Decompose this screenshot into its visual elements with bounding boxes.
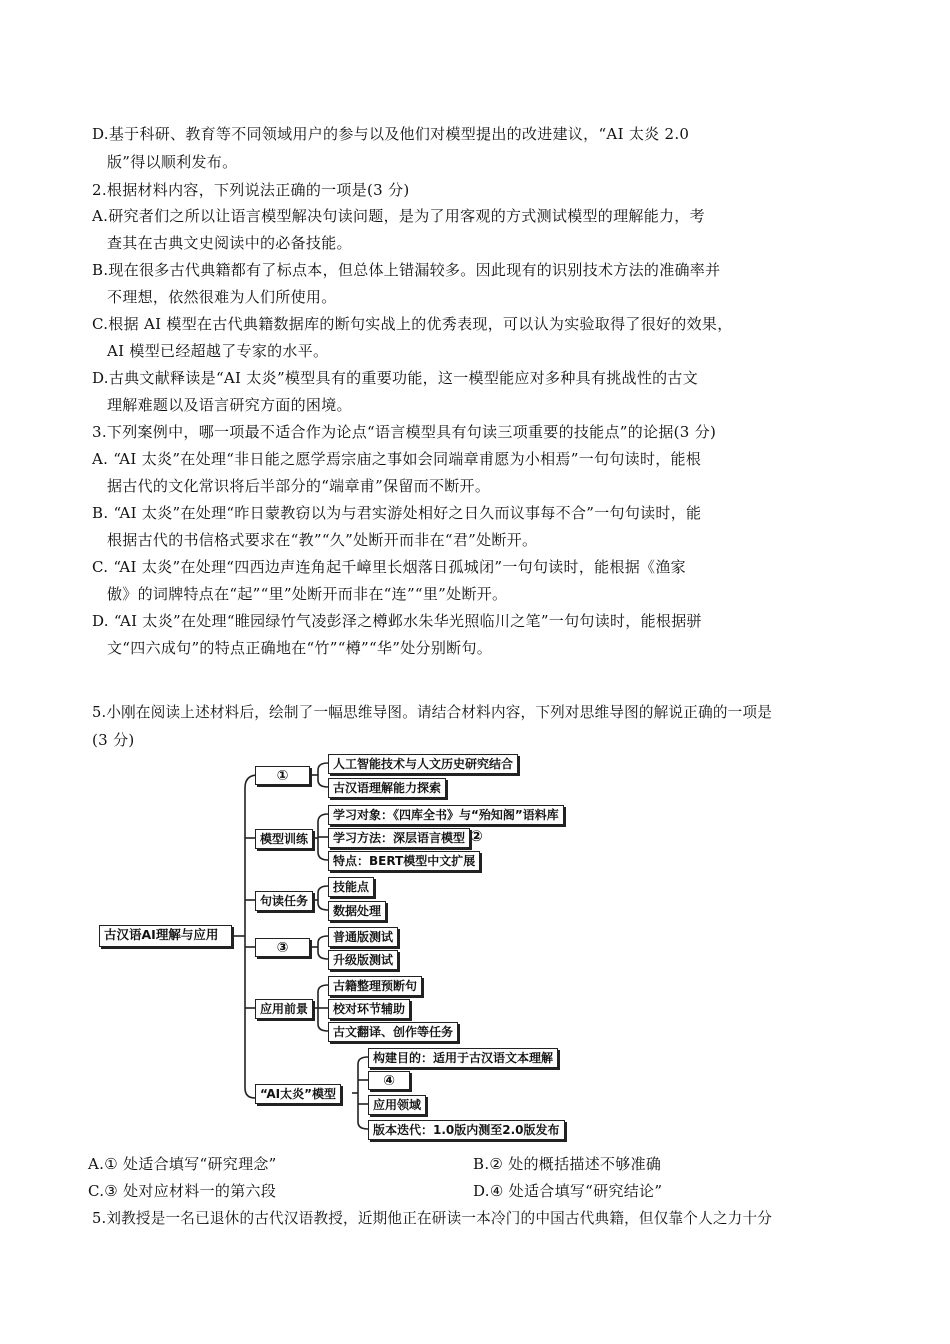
branch-6-ai-taiyan: “AI太炎”模型 bbox=[255, 1084, 341, 1104]
branch-4-blank: ③ bbox=[255, 938, 310, 957]
q2-option-d: D.古典文献释读是“AI 太炎”模型具有的重要功能，这一模型能应对多种具有挑战性的古文 bbox=[92, 369, 699, 387]
branch-6-blank: ④ bbox=[368, 1071, 410, 1090]
q3-option-b: B. “AI 太炎”在处理“昨日蒙教窃以为与君实游处相好之日久而议事每不合”一句句读时，能 bbox=[92, 504, 702, 522]
branch-6-item-3: 应用领域 bbox=[368, 1095, 426, 1115]
branch-1-blank: ① bbox=[255, 766, 310, 785]
question-5-score: (3 分) bbox=[92, 731, 135, 749]
branch-5-item-2: 校对环节辅助 bbox=[328, 999, 410, 1019]
branch-6-item-4: 版本迭代：1.0版内测至2.0版发布 bbox=[368, 1120, 565, 1140]
q3-option-d: D. “AI 太炎”在处理“睢园绿竹气凌彭泽之樽邺水朱华光照临川之笔”一句句读时，能根据骈 bbox=[92, 612, 702, 630]
mind-map-root: 古汉语AI理解与应用 bbox=[99, 925, 232, 947]
question-3: 3.下列案例中，哪一项最不适合作为论点“语言模型具有句读三项重要的技能点”的论据(3 分) bbox=[92, 423, 717, 441]
q2-option-c: C.根据 AI 模型在古代典籍数据库的断句实战上的优秀表现，可以认为实验取得了很好的效果， bbox=[92, 315, 733, 333]
branch-5-item-3: 古文翻译、创作等任务 bbox=[328, 1022, 458, 1042]
mark-2: ② bbox=[470, 827, 483, 845]
line-d-option-cont: 版”得以顺利发布。 bbox=[107, 153, 238, 171]
q3-option-c: C. “AI 太炎”在处理“四西边声连角起千嶂里长烟落日孤城闭”一句句读时，能根据《渔家 bbox=[92, 558, 686, 576]
q2-option-b-cont: 不理想，依然很难为人们所使用。 bbox=[107, 288, 337, 306]
branch-1-item-1: 人工智能技术与人文历史研究结合 bbox=[328, 754, 518, 774]
q3-option-a-cont: 据古代的文化常识将后半部分的“端章甫”保留而不断开。 bbox=[107, 477, 491, 495]
q2-option-a-cont: 查其在古典文史阅读中的必备技能。 bbox=[107, 234, 352, 252]
line-d-option: D.基于科研、教育等不同领域用户的参与以及他们对模型提出的改进建议，“AI 太炎 2.0 bbox=[92, 125, 690, 143]
q5-option-b: B.② 处的概括描述不够准确 bbox=[473, 1155, 662, 1173]
q2-option-b: B.现在很多古代典籍都有了标点本，但总体上错漏较多。因此现有的识别技术方法的准确率并 bbox=[92, 261, 721, 279]
q3-option-b-cont: 根据古代的书信格式要求在“教”“久”处断开而非在“君”处断开。 bbox=[107, 531, 538, 549]
branch-5-item-1: 古籍整理预断句 bbox=[328, 976, 422, 996]
branch-6-item-1: 构建目的：适用于古汉语文本理解 bbox=[368, 1048, 558, 1068]
branch-2-model-training: 模型训练 bbox=[255, 829, 313, 849]
question-5b: 5.刘教授是一名已退休的古代汉语教授，近期他正在研读一本冷门的中国古代典籍，但仅靠个人之力十分 bbox=[92, 1210, 773, 1227]
branch-2-item-1: 学习对象：《四库全书》与“殆知阁”语料库 bbox=[328, 805, 564, 825]
q5-option-a: A.① 处适合填写“研究理念” bbox=[88, 1155, 277, 1173]
q2-option-c-cont: AI 模型已经超越了专家的水平。 bbox=[107, 342, 329, 360]
branch-3-item-1: 技能点 bbox=[328, 877, 374, 897]
branch-2-item-2: 学习方法：深层语言模型 bbox=[328, 828, 470, 848]
branch-3-reading-task: 句读任务 bbox=[255, 891, 313, 911]
branch-3-item-2: 数据处理 bbox=[328, 901, 386, 921]
q2-option-a: A.研究者们之所以让语言模型解决句读问题，是为了用客观的方式测试模型的理解能力，考 bbox=[92, 207, 705, 225]
branch-4-item-1: 普通版测试 bbox=[328, 927, 398, 947]
q5-option-c: C.③ 处对应材料一的第六段 bbox=[88, 1182, 277, 1200]
q3-option-a: A. “AI 太炎”在处理“非日能之愿学焉宗庙之事如会同端章甫愿为小相焉”一句句读时，能根 bbox=[92, 450, 702, 468]
q5-option-d: D.④ 处适合填写“研究结论” bbox=[473, 1182, 663, 1200]
branch-1-item-2: 古汉语理解能力探索 bbox=[328, 778, 446, 798]
question-5: 5.小刚在阅读上述材料后，绘制了一幅思维导图。请结合材料内容，下列对思维导图的解说正确的一项是 bbox=[92, 704, 773, 721]
branch-5-prospects: 应用前景 bbox=[255, 999, 313, 1019]
branch-2-item-3: 特点：BERT模型中文扩展 bbox=[328, 851, 480, 871]
q3-option-c-cont: 傲》的词牌特点在“起”“里”处断开而非在“连”“里”处断开。 bbox=[107, 585, 508, 603]
q2-option-d-cont: 理解难题以及语言研究方面的困境。 bbox=[107, 396, 352, 414]
question-2: 2.根据材料内容，下列说法正确的一项是(3 分) bbox=[92, 181, 410, 199]
q3-option-d-cont: 文“四六成句”的特点正确地在“竹”“樽”“华”处分别断句。 bbox=[107, 639, 493, 657]
branch-4-item-2: 升级版测试 bbox=[328, 950, 398, 970]
